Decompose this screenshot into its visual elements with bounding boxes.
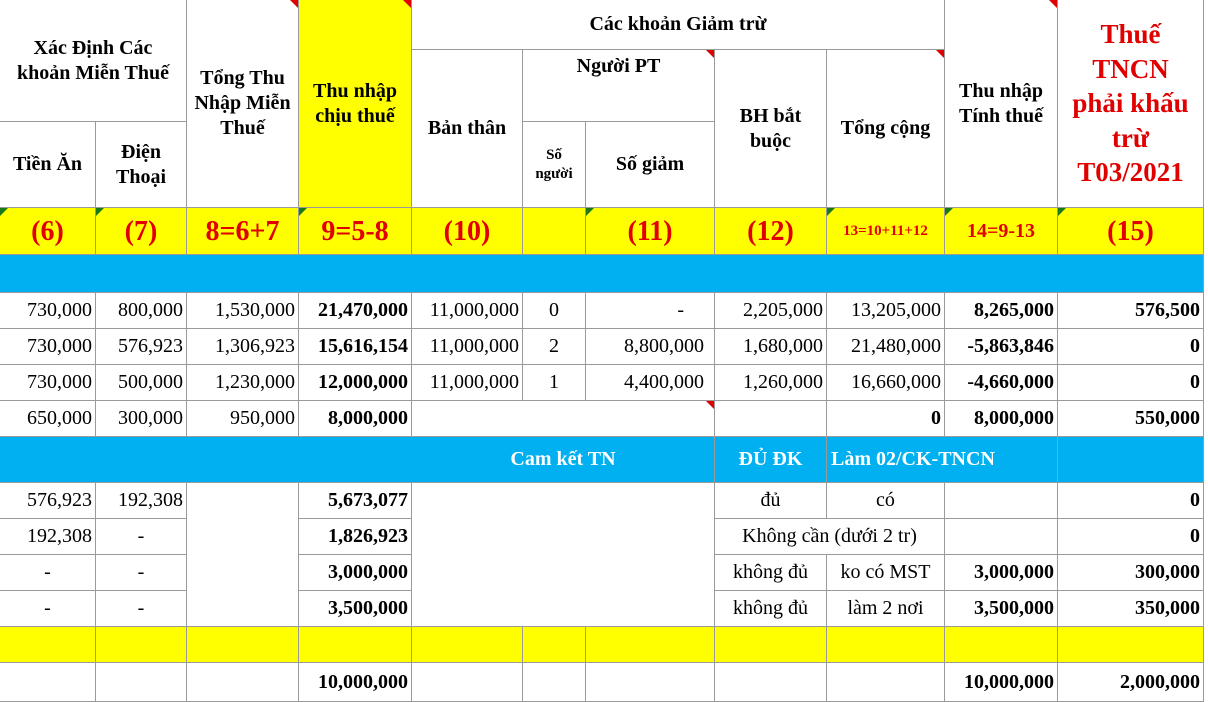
total-empty-cell[interactable] (0, 663, 96, 702)
table-cell[interactable]: 0 (827, 401, 945, 437)
header-dien-thoai[interactable]: Điện Thoại (96, 122, 187, 208)
total-empty-cell[interactable] (96, 663, 187, 702)
colnum-13[interactable]: 13=10+11+12 (827, 208, 945, 255)
table-cell-merged[interactable] (412, 401, 715, 437)
table-cell[interactable]: 192,308 (0, 519, 96, 555)
header-so-nguoi[interactable]: Số người (523, 122, 586, 208)
table-cell[interactable]: 21,480,000 (827, 329, 945, 365)
yellow-empty-cell[interactable] (827, 627, 945, 663)
header-tong-mien-thue[interactable]: Tổng Thu Nhập Miễn Thuế (187, 0, 299, 208)
header-ban-than[interactable]: Bản thân (412, 50, 523, 208)
table-cell[interactable] (715, 401, 827, 437)
table-cell[interactable]: - (0, 555, 96, 591)
table-cell[interactable]: 800,000 (96, 293, 187, 329)
table-cell[interactable]: - (586, 293, 715, 329)
table-cell[interactable]: 1,826,923 (299, 519, 412, 555)
colnum-6[interactable]: (6) (0, 208, 96, 255)
table-cell[interactable]: 21,470,000 (299, 293, 412, 329)
table-cell[interactable]: -5,863,846 (945, 329, 1058, 365)
table-cell[interactable]: - (0, 591, 96, 627)
total-empty-cell[interactable] (412, 663, 523, 702)
colnum-8[interactable]: 8=6+7 (187, 208, 299, 255)
table-cell[interactable]: 730,000 (0, 329, 96, 365)
yellow-empty-cell[interactable] (1058, 627, 1204, 663)
table-cell[interactable]: 3,500,000 (299, 591, 412, 627)
table-cell[interactable]: 12,000,000 (299, 365, 412, 401)
table-cell[interactable]: 1,306,923 (187, 329, 299, 365)
table-cell[interactable]: 4,400,000 (586, 365, 715, 401)
header-nguoi-pt[interactable]: Người PT (523, 50, 715, 122)
table-cell[interactable]: 0 (1058, 483, 1204, 519)
table-cell[interactable]: 1 (523, 365, 586, 401)
table-cell[interactable]: 16,660,000 (827, 365, 945, 401)
table-cell[interactable]: 3,000,000 (299, 555, 412, 591)
yellow-empty-cell[interactable] (299, 627, 412, 663)
table-cell[interactable]: 730,000 (0, 293, 96, 329)
table-cell[interactable]: 1,260,000 (715, 365, 827, 401)
table-cell[interactable]: 11,000,000 (412, 365, 523, 401)
header-giam-tru-group[interactable]: Các khoản Giảm trừ (412, 0, 945, 50)
header-thue-tncn[interactable]: Thuế TNCN phải khấu trừ T03/2021 (1058, 0, 1204, 208)
colnum-11[interactable]: (11) (586, 208, 715, 255)
table-cell[interactable]: 730,000 (0, 365, 96, 401)
yellow-empty-cell[interactable] (715, 627, 827, 663)
section-row (0, 437, 412, 483)
yellow-empty-cell[interactable] (187, 627, 299, 663)
table-cell[interactable]: 8,265,000 (945, 293, 1058, 329)
colnum-blank[interactable] (523, 208, 586, 255)
table-cell[interactable]: 350,000 (1058, 591, 1204, 627)
table-cell[interactable]: ko có MST (827, 555, 945, 591)
table-cell[interactable]: 15,616,154 (299, 329, 412, 365)
table-cell[interactable]: có (827, 483, 945, 519)
table-cell[interactable]: - (96, 555, 187, 591)
table-cell[interactable]: -4,660,000 (945, 365, 1058, 401)
colnum-9[interactable]: 9=5-8 (299, 208, 412, 255)
table-cell[interactable]: không đủ (715, 591, 827, 627)
total-thue[interactable]: 2,000,000 (1058, 663, 1204, 702)
colnum-15[interactable]: (15) (1058, 208, 1204, 255)
total-empty-cell[interactable] (187, 663, 299, 702)
header-tien-an[interactable]: Tiền Ăn (0, 122, 96, 208)
table-cell[interactable]: 0 (1058, 519, 1204, 555)
table-cell[interactable]: 3,500,000 (945, 591, 1058, 627)
header-chiu-thue[interactable]: Thu nhập chịu thuế (299, 0, 412, 208)
table-cell[interactable]: đủ (715, 483, 827, 519)
total-empty-cell[interactable] (715, 663, 827, 702)
colnum-7[interactable]: (7) (96, 208, 187, 255)
total-chiu-thue[interactable]: 10,000,000 (299, 663, 412, 702)
table-cell[interactable]: 1,680,000 (715, 329, 827, 365)
total-tinh-thue[interactable]: 10,000,000 (945, 663, 1058, 702)
header-bh-bat-buoc[interactable]: BH bắt buộc (715, 50, 827, 208)
table-cell[interactable]: 576,500 (1058, 293, 1204, 329)
table-cell[interactable]: làm 2 nơi (827, 591, 945, 627)
table-cell[interactable]: 8,000,000 (299, 401, 412, 437)
table-cell[interactable]: 576,923 (96, 329, 187, 365)
table-cell[interactable]: 576,923 (0, 483, 96, 519)
section-empty (1058, 437, 1204, 483)
table-cell[interactable]: - (96, 519, 187, 555)
total-empty-cell[interactable] (523, 663, 586, 702)
table-cell[interactable] (945, 519, 1058, 555)
table-cell[interactable]: 300,000 (96, 401, 187, 437)
yellow-empty-cell[interactable] (945, 627, 1058, 663)
yellow-empty-cell[interactable] (0, 627, 96, 663)
header-mien-thue-group[interactable]: Xác Định Các khoản Miễn Thuế (0, 0, 187, 122)
table-cell[interactable]: 2,205,000 (715, 293, 827, 329)
blue-separator-row (0, 255, 1204, 293)
table-cell[interactable]: 0 (1058, 329, 1204, 365)
table-cell[interactable]: 0 (1058, 365, 1204, 401)
yellow-empty-cell[interactable] (412, 627, 523, 663)
section-du-dk[interactable]: ĐỦ ĐK (715, 437, 827, 483)
section-lam[interactable]: Làm 02/CK-TNCN (827, 437, 1058, 483)
table-cell[interactable]: 500,000 (96, 365, 187, 401)
header-tong-cong[interactable]: Tổng cộng (827, 50, 945, 208)
table-cell[interactable]: 1,230,000 (187, 365, 299, 401)
total-empty-cell[interactable] (586, 663, 715, 702)
section-cam-ket[interactable]: Cam kết TN (412, 437, 715, 483)
colnum-10[interactable]: (10) (412, 208, 523, 255)
table-cell[interactable] (945, 483, 1058, 519)
header-tinh-thue[interactable]: Thu nhập Tính thuế (945, 0, 1058, 208)
table-cell[interactable]: 8,800,000 (586, 329, 715, 365)
table-cell[interactable]: 0 (523, 293, 586, 329)
table-cell[interactable]: 3,000,000 (945, 555, 1058, 591)
table-cell[interactable]: 8,000,000 (945, 401, 1058, 437)
total-empty-cell[interactable] (827, 663, 945, 702)
table-cell-merged[interactable]: Không cần (dưới 2 tr) (715, 519, 945, 555)
table-cell[interactable]: 13,205,000 (827, 293, 945, 329)
table-cell[interactable]: 11,000,000 (412, 293, 523, 329)
merged-blank-tong-mien-thue[interactable] (187, 483, 299, 627)
table-cell[interactable]: 550,000 (1058, 401, 1204, 437)
colnum-12[interactable]: (12) (715, 208, 827, 255)
table-cell[interactable]: không đủ (715, 555, 827, 591)
table-cell[interactable]: 650,000 (0, 401, 96, 437)
yellow-empty-cell[interactable] (96, 627, 187, 663)
merged-blank-giam-tru[interactable] (412, 483, 715, 627)
table-cell[interactable]: 192,308 (96, 483, 187, 519)
table-cell[interactable]: 2 (523, 329, 586, 365)
yellow-empty-cell[interactable] (586, 627, 715, 663)
header-so-giam[interactable]: Số giảm (586, 122, 715, 208)
table-cell[interactable]: 1,530,000 (187, 293, 299, 329)
table-cell[interactable]: - (96, 591, 187, 627)
yellow-empty-cell[interactable] (523, 627, 586, 663)
table-cell[interactable]: 5,673,077 (299, 483, 412, 519)
colnum-14[interactable]: 14=9-13 (945, 208, 1058, 255)
table-cell[interactable]: 950,000 (187, 401, 299, 437)
table-cell[interactable]: 300,000 (1058, 555, 1204, 591)
table-cell[interactable]: 11,000,000 (412, 329, 523, 365)
